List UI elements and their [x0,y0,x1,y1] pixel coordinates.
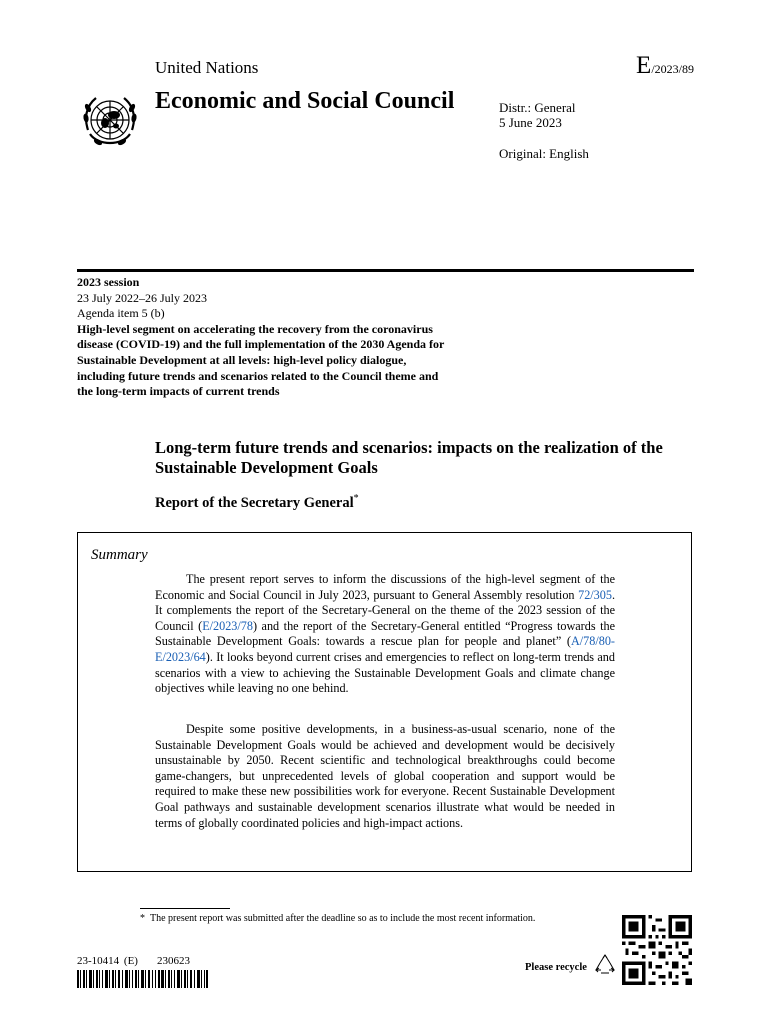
agenda-item: Agenda item 5 (b) [77,306,165,321]
symbol-letter: E [636,52,652,79]
summary-heading: Summary [91,547,148,563]
summary-paragraph-2: Despite some positive developments, in a business-as-usual scenario, none of the Sustainable Development Goals would be achieved and development would be decisively unsustainable by 2050. Recent scientific and technological breakthroughs could become game-changers, but unprecedented levels of global cooperation and support would be required to make these new possibilities work for everyone. Recent Sustainable Development Goal pathways and sustainable development scenarios illustrate what would be needed in terms of globally coordinated policies and high-impact actions. [155,722,615,830]
document-number [77,955,190,967]
p1-text-c: ) and the report of the Secretary-General entitled “Progress towards the Sustainable Development Goals: towards a rescue plan for people and planet” ( [155,618,615,649]
council-report-link[interactable]: E/2023/78 [202,618,253,633]
recycle-icon [592,952,618,978]
doc-number-text: 23-10414 (E) [77,955,138,967]
agenda-title: High-level segment on accelerating the recovery from the coronavirus disease (COVID-19) and the full implementation of the 2030 Agenda for Sustainable Development at all levels: high-level policy dialogue, including future trends and scenarios related to the Council theme and the long-term impacts of current trends [77,321,445,399]
p1-text-d: ). It looks beyond current crises and emergencies to reflect on long-term trends and scenarios with a view to achieving the Sustainable Development Goals and climate change objectives while leaving no one behind. [155,649,615,696]
qr-code-icon [622,915,692,985]
footnote-marker: * [353,493,359,504]
resolution-link[interactable]: 72/305 [578,587,612,602]
session-title: 2023 session [77,275,140,289]
report-title: Long-term future trends and scenarios: impacts on the realization of the Sustainable Development Goals [155,438,663,477]
document-symbol [636,52,694,80]
report-subtitle [155,493,359,512]
footnote-text: The present report was submitted after the deadline so as to include the most recent information. [150,913,536,924]
un-emblem-icon [78,90,142,154]
distribution-info [499,100,576,130]
original-language: Original: English [499,146,589,161]
session-dates: 23 July 2022–26 July 2023 [77,290,208,305]
progress-report-link[interactable]: A/78/80-E/2023/64 [155,634,615,664]
header-divider [77,269,694,272]
barcode-icon [77,970,208,988]
issue-date: 5 June 2023 [499,115,562,130]
distribution-label: Distr.: General [499,100,576,115]
footnote-mark: * [140,913,145,924]
p1-text-a: The present report serves to inform the discussions of the high-level segment of the Economic and Social Council in July 2023, pursuant to General Assembly resolution [155,572,615,602]
recycle-label: Please recycle [525,962,587,973]
footnote-divider [140,908,230,909]
subtitle-text: Report of the Secretary General [155,494,354,511]
p1-text-b: . It complements the report of the Secretary-General on the theme of the 2023 session of the Council ( [155,587,615,633]
symbol-suffix: /2023/89 [651,62,694,76]
session-block [77,275,457,400]
council-name: Economic and Social Council [155,88,455,114]
doc-date-text: 230623 [156,955,190,967]
organization-name: United Nations [155,58,259,77]
footnote [140,912,560,926]
summary-paragraph-1 [155,572,615,697]
